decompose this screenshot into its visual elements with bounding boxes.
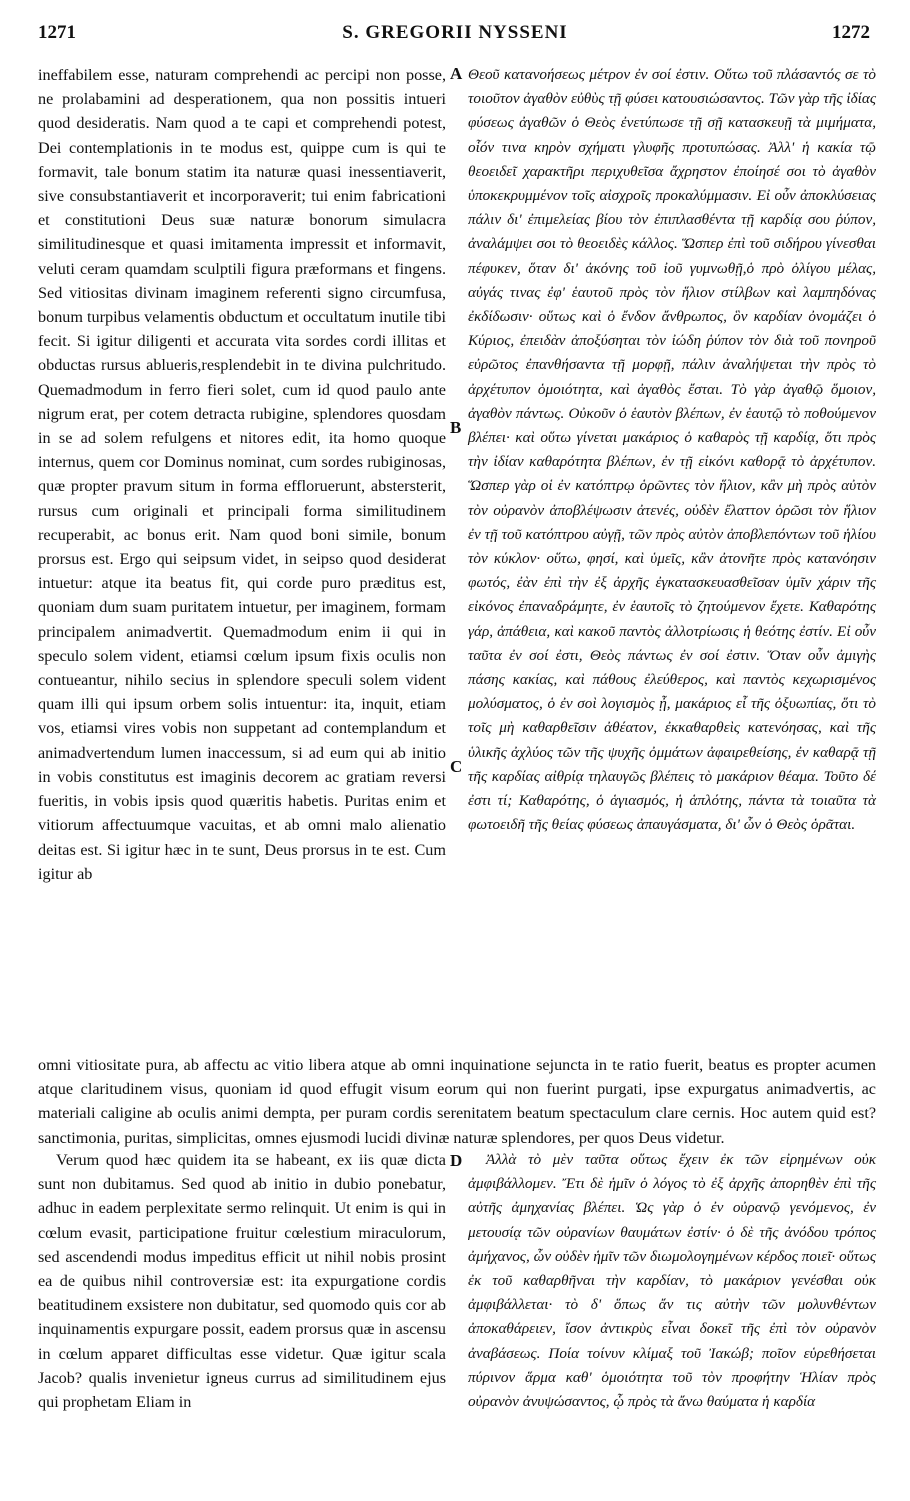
margin-marker-c: C xyxy=(450,757,463,776)
greek-text-top: Θεοῦ κατανοήσεως μέτρον ἐν σοί ἐστιν. Οὕτω τοῦ πλάσαντός σε τὸ τοιοῦτον ἀγαθὸν εὐθὺς τῇ φύσει κατουσιώσαντος. Τῶν γὰρ τῆς ἰδίας φύσεως ἀγαθῶν ὁ Θεὸς ἐνετύπωσε τῇ σῇ κατασκευῇ τὰ μιμήματα, οἷόν τινα κηρὸν σχήματι γλυφῆς προτυπώσας. Ἀλλ' ἡ κακία τῷ θεοειδεῖ χαρακτῆρι περιχυθεῖσα ἄχρηστον ἐποίησέ σοι τὸ ἀγαθὸν ὑποκεκρυμμένον τοῖς αἰσχροῖς προκαλύμμασιν. Εἰ οὖν ἀποκλύσειας πάλιν δι' ἐπιμελείας βίου τὸν ἐπιπλασθέντα τῇ καρδίᾳ σου ῥύπον, ἀναλάμψει σοι τὸ θεοειδὲς κάλλος. Ὥσπερ ἐπὶ τοῦ σιδήρου γίνεσθαι πέφυκεν, ὅταν δι' ἀκόνης τοῦ ἰοῦ γυμνωθῇ,ὁ πρὸ ὀλίγου μέλας, αὐγάς τινας ἐφ' ἑαυτοῦ πρὸς τὸν ἥλιον στίλβων καὶ λαμπηδόνας ἐκδίδωσιν· οὕτως καὶ ὁ ἔνδον ἄνθρωπος, ὃν καρδίαν ὀνομάζει ὁ Κύριος, ἐπειδὰν ἀποξύσηται τὸν ἰώδη ῥύπον τὸν διὰ τοῦ πονηροῦ εὐρῶτος ἐπανθήσαντα τῇ μορφῇ, πάλιν ἀναλήψεται τὴν πρὸς τὸ ἀρχέτυπον ὁμοιότητα, καὶ ἀγαθὸς ἔσται. Τὸ γὰρ ἀγαθῷ ὅμοιον, ἀγαθὸν πάντως. Οὐκοῦν ὁ ἑαυτὸν βλέπων, ἐν ἑαυτῷ τὸ ποθούμενον βλέπει· καὶ οὕτω γίνεται μακάριος ὁ καθαρὸς τῇ καρδίᾳ, ὅτι πρὸς τὴν ἰδίαν καθαρότητα βλέπων, ἐν τῇ εἰκόνι καθορᾷ τὸ ἀρχέτυπον. Ὥσπερ γὰρ οἱ ἐν κατόπτρῳ ὁρῶντες τὸν ἥλιον, κἂν μὴ πρὸς αὐτὸν τὸν οὐρανὸν ἀποβλέψωσιν ἀτενές, οὐδὲν ἔλαττον ὁρῶσι τὸν ἥλιον ἐν τῇ τοῦ κατόπτρου αὐγῇ, τῶν πρὸς αὐτὸν ἀποβλεπόντων τοῦ ἡλίου τὸν κύκλον· οὕτω, φησί, καὶ ὑμεῖς, κἂν ἀτονῆτε πρὸς κατανόησιν φωτός, ἐὰν ἐπὶ τὴν ἐξ ἀρχῆς ἐγκατασκευασθεῖσαν ὑμῖν χάριν τῆς εἰκόνος ἐπαναδράμητε, ἐν ἑαυτοῖς τὸ ζητούμενον ἔχετε. Καθαρότης γάρ, ἀπάθεια, καὶ κακοῦ παντὸς ἀλλοτρίωσις ἡ θεότης ἐστίν. Εἰ οὖν ταῦτα ἐν σοί ἐστι, Θεὸς πάντως ἐν σοί ἐστιν. Ὅταν οὖν ἀμιγὴς πάσης κακίας, καὶ πάθους ἐλεύθερος, καὶ παντὸς κεχωρισμένος μολύσματος, ὁ ἐν σοὶ λογισμὸς ᾖ, μακάριος εἶ τῆς ὀξυωπίας, ὅτι τὸ τοῖς μὴ καθαρθεῖσιν ἀθέατον, ἐκκαθαρθεὶς κατενόησας, καὶ τῆς ὑλικῆς ἀχλύος τῶν τῆς ψυχῆς ὀμμάτων ἀφαιρεθείσης, ἐν καθαρᾷ τῇ τῆς καρδίας αἰθρίᾳ τηλαυγῶς βλέπεις τὸ μακάριον θέαμα. Τοῦτο δέ ἐστι τί; Καθαρότης, ὁ ἁγιασμός, ἡ ἁπλότης, πάντα τὰ τοιαῦτα τὰ φωτοειδῆ τῆς θείας φύσεως ἀπαυγάσματα, δι' ὧν ὁ Θεὸς ὁρᾶται. xyxy=(468,66,876,834)
right-page-number: 1272 xyxy=(832,22,870,43)
latin-full-width-continuation xyxy=(38,1053,876,1150)
latin-text-top: ineffabilem esse, naturam comprehendi ac percipi non posse, ne prolabamini ad desperationem, qua non possitis intueri quod desideratis. Nam quod a te capi et comprehendi potest, Dei contemplationis in te modus est, quippe cum is qui te formavit, tale bonum statim ita naturæ quasi inessentiaverit, sive consubstantiaverit et incorporaverit; tui enim fabricationi et constitutioni Deus suæ naturæ bonorum simulacra similitudinesque et quasi imitamenta impressit et informavit, veluti ceram quamdam sculptili figura præformans et fingens. Sed vitiositas divinam imaginem referenti signo circumfusa, bonum turpibus velamentis obductum et occultatum inutile tibi fecit. Si igitur diligenti et accurata vita sordes cordi illitas et obductas rursus ablueris,resplendebit in te divina pulchritudo. Quemadmodum in ferro fieri solet, cum id quod paulo ante nigrum erat, per cotem detracta rubigine, splendores quosdam in se ad solem refulgens et nitores edit, ita homo quoque internus, quem cor Dominus nominat, cum sordes rubiginosas, quæ propter pravum situm in forma effloruerunt, abstersterit, rursus cum originali et principali forma similitudinem recuperabit, ac bonus erit. Nam quod boni simile, bonum prorsus est. Ergo qui seipsum videt, in seipso quod desiderat intuetur: atque ita beatus fit, qui corde puro præditus est, quoniam dum suam puritatem intuetur, per imaginem, formam principalem animadvertit. Quemadmodum enim ii qui in speculo solem vident, etiamsi cœlum ipsum fixis oculis non contueantur, nihilo secius in splendore speculi solem vident quam illi qui ipsum orbem solis intuentur: ita, inquit, etiam vos, etiamsi vires vobis non suppetant ad contemplandum et animadvertendum lumen inaccessum, si ad eum qui ab initio in vobis constitutus est imaginis decorem ac gratiam reversi fueritis, in vobis ipsis quod quæritis habetis. Puritas enim et vitiorum affectuumque vacuitas, et ab omni malo alienatio deitas est. Si igitur hæc in te sunt, Deus prorsus in te est. Cum igitur ab xyxy=(38,66,446,883)
greek-column-bottom xyxy=(468,1148,876,1414)
greek-column-top xyxy=(468,63,876,838)
margin-marker-a: A xyxy=(450,64,463,83)
greek-text-bottom: Ἀλλὰ τὸ μὲν ταῦτα οὕτως ἔχειν ἐκ τῶν εἰρημένων οὐκ ἀμφιβάλλομεν. Ἔτι δὲ ἡμῖν ὁ λόγος τὸ ἐξ ἀρχῆς ἀπορηθὲν ἐπὶ τῆς αὐτῆς ἀμηχανίας βλέπει. Ὡς γὰρ ὁ ἐν οὐρανῷ γενόμενος, ἐν μετουσίᾳ τῶν οὐρανίων θαυμάτων ἐστίν· ὁ δὲ τῆς ἀνόδου τρόπος ἀμήχανος, ὧν οὐδὲν ἡμῖν τῶν διωμολογημένων κέρδος ποιεῖ· οὕτως ἐκ τοῦ καθαρθῆναι τὴν καρδίαν, τὸ μακάριον γενέσθαι οὐκ ἀμφιβάλλεται· τὸ δ' ὅπως ἄν τις αὐτὴν τῶν μολυνθέντων ἀποκαθάρειεν, ἴσον ἀντικρὺς εἶναι δοκεῖ τῆς ἐπὶ τὸν οὐρανὸν ἀναβάσεως. Ποία τοίνυν κλίμαξ τοῦ Ἰακώβ; ποῖον εὑρεθήσεται πύρινον ἅρμα καθ' ὁμοιότητα τοῦ τὸν προφήτην Ἡλίαν πρὸς οὐρανὸν ἀνυψώσαντος, ᾧ πρὸς τὰ ἄνω θαύματα ἡ καρδία xyxy=(468,1151,876,1411)
latin-column-top xyxy=(38,63,446,886)
margin-marker-d: D xyxy=(450,1151,463,1170)
running-title: S. GREGORII NYSSENI xyxy=(342,22,568,43)
margin-marker-b: B xyxy=(450,418,462,437)
left-page-number: 1271 xyxy=(38,22,76,43)
latin-text-bottom: Verum quod hæc quidem ita se habeant, ex iis quæ dicta sunt non dubitamus. Sed quod ab initio in dubio ponebatur, adhuc in eadem perplexitate sermo relinquit. Ut enim is qui in cœlum evasit, participatione fruitur cœlestium miraculorum, sed ascendendi modus impeditus efficit ut nihil nobis prosint ea de quibus nihil controversiæ est: ita expurgatione cordis beatitudinem exsistere non dubitatur, sed quomodo quis cor ab inquinamentis expurgare possit, eadem prorsus quæ in ascensu in cœlum apparet difficultas esse videtur. Quæ igitur scala Jacob? qualis invenietur igneus currus ad similitudinem ejus qui prophetam Eliam in xyxy=(38,1151,446,1412)
latin-column-bottom xyxy=(38,1148,446,1414)
latin-text-full: omni vitiositate pura, ab affectu ac vitio libera atque ab omni inquinatione sejuncta in te ratio fuerit, beatus es propter acumen atque claritudinem visus, quoniam id quod effugit visum eorum qui non fuerint purgati, ipse expurgatus animadvertis, ac materiali caligine ab oculis animi dempta, per puram cordis serenitatem beatum spectaculum clare cernis. Hoc autem quid est? sanctimonia, puritas, simplicitas, omnes ejusmodi lucidi divinæ naturæ splendores, per quos Deus videtur. xyxy=(38,1056,876,1147)
